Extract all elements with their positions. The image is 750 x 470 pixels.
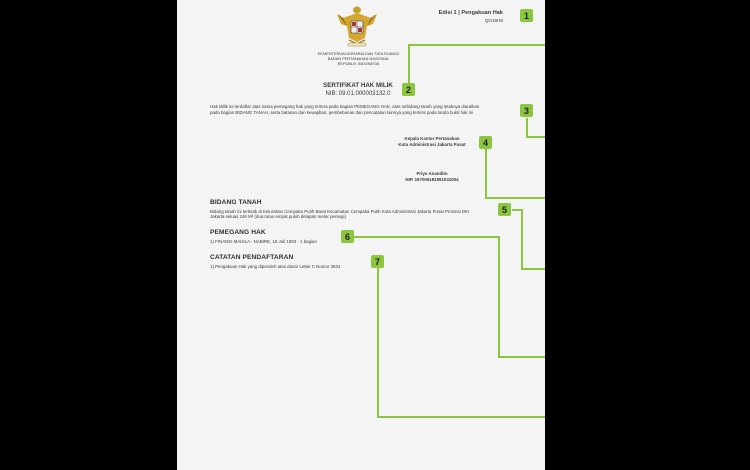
pemegang-hak-title: PEMEGANG HAK — [210, 229, 266, 236]
intro-text — [210, 104, 479, 116]
signatory-nip: NIP. 197006181991031004 — [405, 177, 459, 182]
callout-badge-1: 1 — [520, 9, 533, 22]
agency-line-3: REPUBLIK INDONESIA — [337, 61, 380, 67]
garuda-emblem-icon — [335, 4, 379, 48]
catatan-title: CATATAN PENDAFTARAN — [210, 254, 294, 261]
agency-line-1: KEMENTERIAN AGRARIA DAN TATA RUANG/ — [317, 51, 400, 56]
bidang-tanah-text — [210, 209, 469, 220]
catatan-item: 1) Pengakuan Hak yang diperoleh atas dasar Letter C Nomor 3931 — [210, 264, 341, 269]
callout-badge-2: 2 — [402, 83, 415, 96]
bidang-tanah-line-1: Bidang tanah ini terletak di Kelurahan Cempaka Putih Barat Kecamatan Cempaka Putih Kota Administrasi Jakarta Pusat Provinsi DKI — [210, 209, 470, 214]
agency-line-2: BADAN PERTANAHAN NASIONAL — [327, 56, 390, 62]
callout-badge-4: 4 — [479, 136, 492, 149]
bidang-tanah-title: BIDANG TANAH — [210, 199, 262, 206]
signatory-name: Priyo Anandito — [416, 171, 448, 176]
callout-badge-6: 6 — [341, 230, 354, 243]
intro-line-1: Hak Milik ini terdaftar atas nama pemegang hak yang tertera pada bagian PEMEGANG HAK, atas sebidang tanah yang letaknya diuraikan — [210, 104, 480, 109]
signatory-block — [377, 171, 487, 183]
callout-badge-7: 7 — [371, 255, 384, 268]
intro-line-2: pada bagian BIDANG TANAH, serta batasan dan kewajiban, pembebanan dan pencatatan lainnya yang tertera pada tanda bukti hak ini — [210, 110, 474, 115]
edition-label: Edisi 1 | Pengakuan Hak — [438, 10, 503, 16]
pemegang-hak-item: 1) FINANSI MAHILA - NABIRE, 18 Juli 1993 - 1 bagian — [210, 239, 317, 244]
document-code: QO19H8 — [484, 18, 503, 23]
agency-block — [177, 51, 540, 67]
bidang-tanah-line-2: Jakarta seluas 248 M² (dua ratus empat puluh delapan meter persegi) — [210, 214, 346, 219]
certificate-nib: NIB: 09.01.000003132.0 — [325, 91, 391, 97]
callout-badge-5: 5 — [498, 203, 511, 216]
office-line-1: Kepala Kantor Pertanahan — [404, 136, 460, 141]
office-block — [377, 136, 487, 148]
callout-badge-3: 3 — [520, 104, 533, 117]
certificate-page — [177, 0, 545, 470]
certificate-title: SERTIFIKAT HAK MILIK — [323, 82, 393, 89]
office-line-2: Kota Administrasi Jakarta Pusat — [398, 142, 466, 147]
